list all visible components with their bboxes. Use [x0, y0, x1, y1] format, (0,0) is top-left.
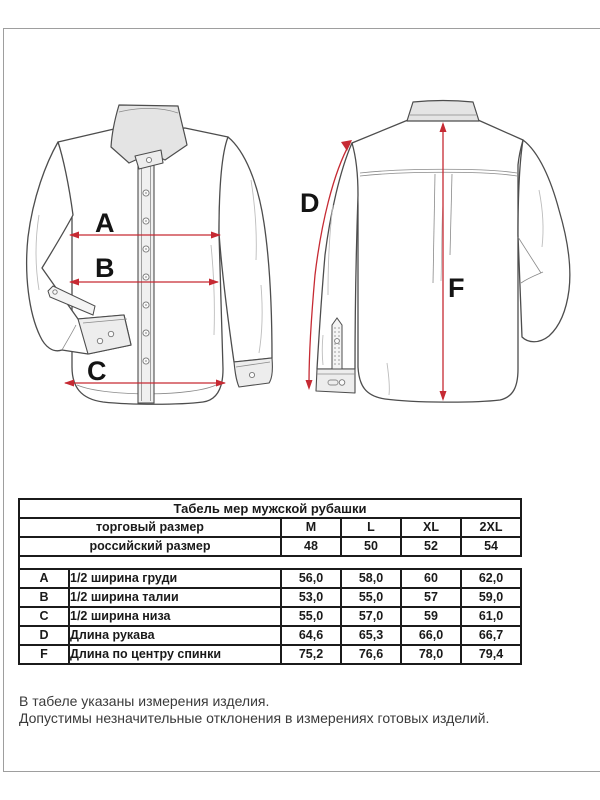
shirt-front-diagram: [15, 85, 305, 415]
row-a-val-m: 56,0: [281, 569, 341, 588]
table-title: Табель мер мужской рубашки: [19, 499, 521, 518]
shirt-back-right-sleeve: [518, 140, 570, 342]
row-f-name: Длина по центру спинки: [69, 645, 281, 664]
row-c-letter: C: [19, 607, 69, 626]
table-gap-row: [18, 550, 520, 568]
table-row-b: [19, 588, 521, 607]
row-f-letter: F: [19, 645, 69, 664]
russian-size-label: российский размер: [19, 537, 281, 556]
footer-line2: Допустимы незначительные отклонения в измерениях готовых изделий.: [19, 710, 490, 726]
table-row-d: [19, 626, 521, 645]
shirt-back-body: [352, 120, 523, 402]
russian-size-52: 52: [401, 537, 461, 556]
row-c-name: 1/2 ширина низа: [69, 607, 281, 626]
row-b-val-l: 55,0: [341, 588, 401, 607]
label-b: B: [95, 253, 115, 283]
table-row-c: [19, 607, 521, 626]
row-a-name: 1/2 ширина груди: [69, 569, 281, 588]
row-c-val-2xl: 61,0: [461, 607, 521, 626]
footer-notes: [19, 693, 489, 727]
row-a-letter: A: [19, 569, 69, 588]
row-d-val-2xl: 66,7: [461, 626, 521, 645]
trade-size-2xl: 2XL: [461, 518, 521, 537]
row-d-name: Длина рукава: [69, 626, 281, 645]
row-d-val-l: 65,3: [341, 626, 401, 645]
row-b-val-m: 53,0: [281, 588, 341, 607]
row-f-val-2xl: 79,4: [461, 645, 521, 664]
row-c-val-xl: 59: [401, 607, 461, 626]
shirt-back-collar: [407, 101, 479, 122]
trade-size-label: торговый размер: [19, 518, 281, 537]
russian-size-48: 48: [281, 537, 341, 556]
row-c-val-l: 57,0: [341, 607, 401, 626]
row-a-val-2xl: 62,0: [461, 569, 521, 588]
row-c-val-m: 55,0: [281, 607, 341, 626]
row-f-val-xl: 78,0: [401, 645, 461, 664]
trade-size-l: L: [341, 518, 401, 537]
row-d-val-xl: 66,0: [401, 626, 461, 645]
measurement-table: [18, 568, 522, 665]
shirt-back-diagram: [295, 85, 595, 415]
table-title-row: [19, 499, 521, 518]
shirt-back-left-cuff: [316, 369, 355, 393]
row-f-val-l: 76,6: [341, 645, 401, 664]
label-a: A: [95, 208, 115, 238]
row-d-letter: D: [19, 626, 69, 645]
footer-line1: В табеле указаны измерения изделия.: [19, 693, 270, 709]
row-f-val-m: 75,2: [281, 645, 341, 664]
row-a-val-l: 58,0: [341, 569, 401, 588]
label-f: F: [448, 273, 465, 303]
trade-size-row: [19, 518, 521, 537]
row-b-val-xl: 57: [401, 588, 461, 607]
row-d-val-m: 64,6: [281, 626, 341, 645]
row-a-val-xl: 60: [401, 569, 461, 588]
label-c: C: [87, 356, 107, 386]
row-b-letter: B: [19, 588, 69, 607]
russian-size-54: 54: [461, 537, 521, 556]
label-d: D: [300, 188, 320, 218]
trade-size-m: M: [281, 518, 341, 537]
size-table-header: [18, 498, 522, 557]
row-b-val-2xl: 59,0: [461, 588, 521, 607]
russian-size-50: 50: [341, 537, 401, 556]
trade-size-xl: XL: [401, 518, 461, 537]
table-row-f: [19, 645, 521, 664]
shirt-front-right-sleeve: [219, 137, 272, 362]
table-row-a: [19, 569, 521, 588]
row-b-name: 1/2 ширина талии: [69, 588, 281, 607]
